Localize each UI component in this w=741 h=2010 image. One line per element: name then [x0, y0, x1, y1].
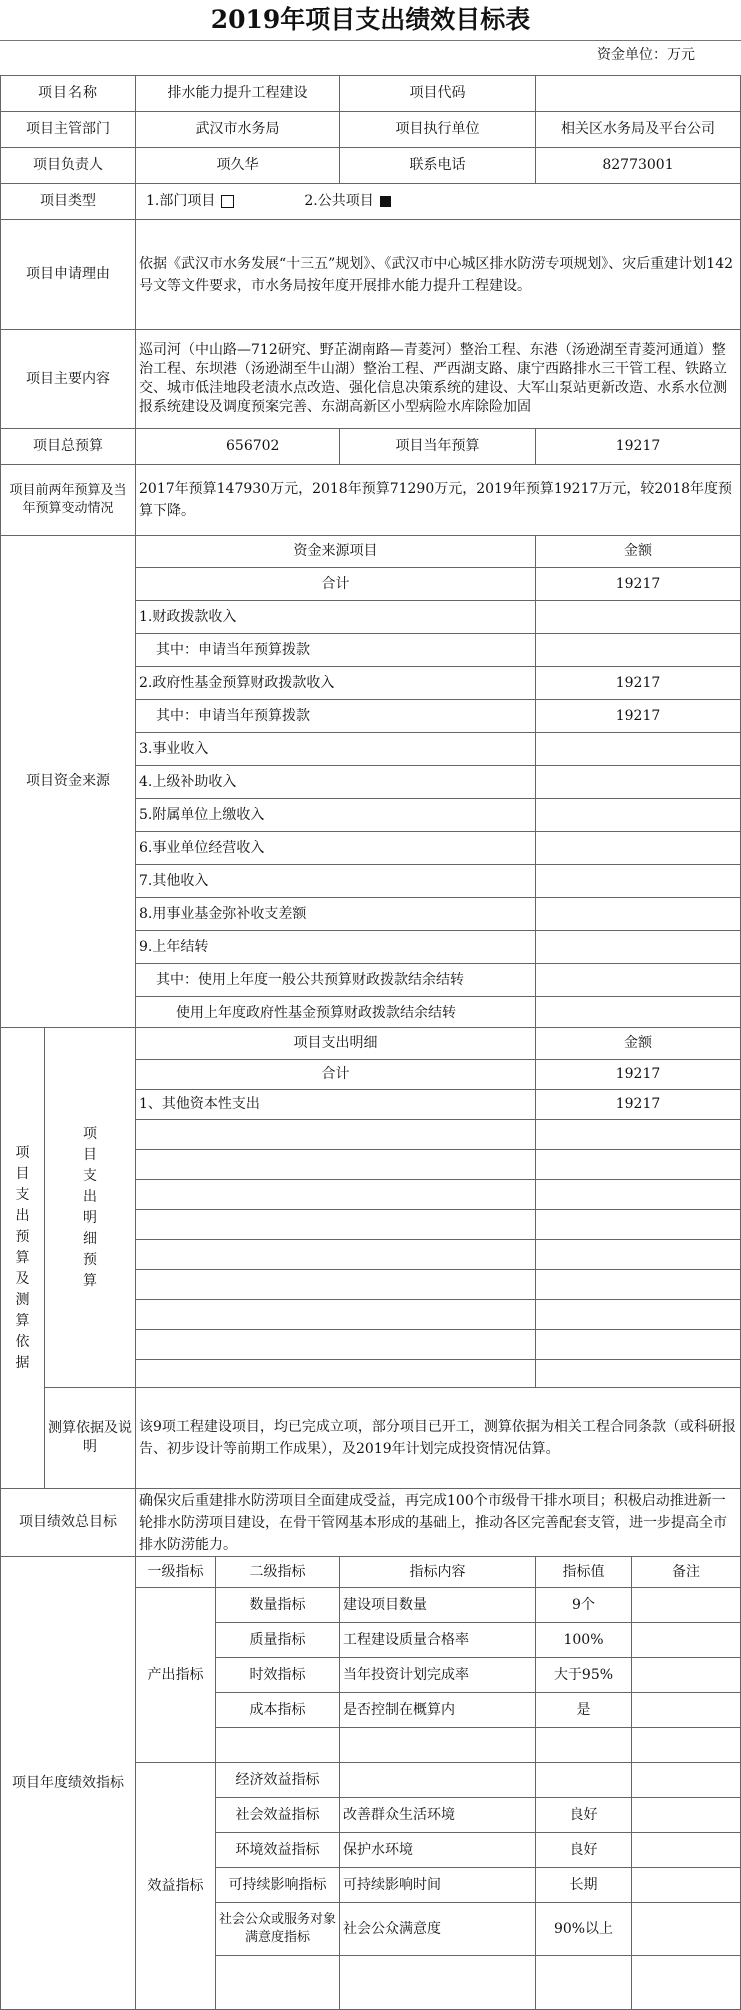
benefit-content	[339, 1762, 536, 1798]
expense-row-item: 合计	[135, 1059, 536, 1090]
output-content: 当年投资计划完成率	[339, 1657, 536, 1693]
expense-row-amount	[535, 1329, 741, 1360]
output-note	[631, 1727, 741, 1763]
expense-row-item	[135, 1359, 536, 1390]
output-l2	[215, 1727, 340, 1763]
benefit-l2: 环境效益指标	[215, 1832, 340, 1868]
funding-row-item: 8.用事业基金弥补收支差额	[135, 897, 536, 931]
funding-row-item: 其中：申请当年预算拨款	[135, 699, 536, 733]
output-value: 100%	[535, 1622, 632, 1658]
output-indicator-label: 产出指标	[135, 1587, 216, 1763]
expense-row-amount	[535, 1209, 741, 1240]
benefit-value: 长期	[535, 1867, 632, 1903]
funding-row-amount	[535, 930, 741, 964]
benefit-value: 90%以上	[535, 1902, 632, 1956]
currency-unit: 资金单位：万元	[597, 47, 695, 63]
reason-text: 依据《武汉市水务发展“十三五”规划》、《武汉市中心城区排水防涝专项规划》、灾后重建计划142号文等文件要求，市水务局按年度开展排水能力提升工程建设。	[135, 219, 741, 330]
funding-row-amount	[535, 897, 741, 931]
output-note	[631, 1587, 741, 1623]
output-l2: 成本指标	[215, 1692, 340, 1728]
content-text: 巡司河（中山路—712研究、野芷湖南路—青菱河）整治工程、东港（汤逊湖至青菱河通道）整治工程、东坝港（汤逊湖至牛山湖）整治工程、严西湖支路、康宁西路排水三干管工程、铁路立交、城市低洼地段老渍水点改造、强化信息决策系统的建设、大军山泵站更新改造、水系水位测报系统建设及调度预案完善、东湖高新区小型病险水库除险加固	[135, 329, 741, 429]
reason-label: 项目申请理由	[0, 219, 136, 330]
basis-text: 该9项工程建设项目，均已完成立项，部分项目已开工，测算依据为相关工程合同条款（或科研报告、初步设计等前期工作成果），及2019年计划完成投资情况估算。	[135, 1387, 741, 1489]
expense-row-amount	[535, 1299, 741, 1330]
output-value: 大于95%	[535, 1657, 632, 1693]
output-note	[631, 1657, 741, 1693]
benefit-l2: 可持续影响指标	[215, 1867, 340, 1903]
benefit-note	[631, 1832, 741, 1868]
perf-col-note: 备注	[631, 1556, 741, 1588]
funding-row-amount	[535, 996, 741, 1030]
benefit-content	[339, 1955, 536, 2010]
expense-row-amount	[535, 1149, 741, 1180]
perf-col-content: 指标内容	[339, 1556, 536, 1588]
expense-row-amount: 19217	[535, 1089, 741, 1120]
funding-col-item: 资金来源项目	[135, 535, 536, 568]
goal-text: 确保灾后重建排水防涝项目全面建成受益，再完成100个市级骨干排水项目；积极启动推进新一轮排水防涝项目建设，在骨干管网基本形成的基础上，推动各区完善配套支管，进一步提高全市排水防涝能力。	[135, 1488, 741, 1557]
benefit-note	[631, 1867, 741, 1903]
dept-label: 项目主管部门	[0, 111, 136, 148]
expense-outer-label-text: 项目支出预算及测算依据	[15, 1144, 30, 1371]
expense-row-item	[135, 1329, 536, 1360]
benefit-l2: 社会效益指标	[215, 1797, 340, 1833]
funding-row-amount	[535, 963, 741, 997]
expense-row-amount	[535, 1179, 741, 1210]
funding-row-amount: 19217	[535, 666, 741, 700]
budget-change-text: 2017年预算147930万元，2018年预算71290万元，2019年预算19217万元，较2018年度预算下降。	[135, 464, 741, 536]
funding-row-item: 4.上级补助收入	[135, 765, 536, 799]
type-option-dept: 1.部门项目	[146, 193, 216, 210]
funding-row-item: 5.附属单位上缴收入	[135, 798, 536, 832]
benefit-note	[631, 1955, 741, 2010]
output-note	[631, 1692, 741, 1728]
benefit-l2	[215, 1955, 340, 2010]
funding-row-amount	[535, 798, 741, 832]
phone-label: 联系电话	[339, 147, 536, 184]
perf-col-l1: 一级指标	[135, 1556, 216, 1588]
owner-value: 项久华	[135, 147, 340, 184]
expense-row-amount	[535, 1269, 741, 1300]
benefit-content: 可持续影响时间	[339, 1867, 536, 1903]
benefit-content: 保护水环境	[339, 1832, 536, 1868]
output-content	[339, 1727, 536, 1763]
expense-row-item	[135, 1119, 536, 1150]
project-name-value: 排水能力提升工程建设	[135, 75, 340, 112]
expense-row-item: 1、其他资本性支出	[135, 1089, 536, 1120]
funding-row-item: 6.事业单位经营收入	[135, 831, 536, 865]
expense-row-item	[135, 1149, 536, 1180]
goal-label: 项目绩效总目标	[0, 1488, 136, 1557]
funding-row-item: 1.财政拨款收入	[135, 600, 536, 634]
benefit-content: 改善群众生活环境	[339, 1797, 536, 1833]
expense-row-amount: 19217	[535, 1059, 741, 1090]
output-l2: 数量指标	[215, 1587, 340, 1623]
output-note	[631, 1622, 741, 1658]
benefit-content: 社会公众满意度	[339, 1902, 536, 1956]
benefit-value: 良好	[535, 1797, 632, 1833]
funding-col-amount: 金额	[535, 535, 741, 568]
project-code-label: 项目代码	[339, 75, 536, 112]
checked-box-icon	[380, 196, 391, 207]
expense-outer-label	[0, 1027, 45, 1489]
expense-row-item	[135, 1179, 536, 1210]
funding-row-item: 使用上年度政府性基金预算财政拨款结余结转	[135, 996, 536, 1030]
funding-row-amount: 19217	[535, 567, 741, 601]
current-budget-value: 19217	[535, 428, 741, 465]
output-content: 是否控制在概算内	[339, 1692, 536, 1728]
benefit-note	[631, 1762, 741, 1798]
owner-label: 项目负责人	[0, 147, 136, 184]
type-label: 项目类型	[0, 183, 136, 220]
project-name-label: 项目名称	[0, 75, 136, 112]
expense-row-item	[135, 1239, 536, 1270]
perf-col-l2: 二级指标	[215, 1556, 340, 1588]
funding-row-amount: 19217	[535, 699, 741, 733]
type-options	[135, 183, 741, 220]
benefit-value	[535, 1955, 632, 2010]
funding-row-item: 其中：申请当年预算拨款	[135, 633, 536, 667]
funding-row-item: 3.事业收入	[135, 732, 536, 766]
perf-col-value: 指标值	[535, 1556, 632, 1588]
funding-row-amount	[535, 765, 741, 799]
current-budget-label: 项目当年预算	[339, 428, 536, 465]
expense-col-item: 项目支出明细	[135, 1027, 536, 1060]
expense-row-amount	[535, 1359, 741, 1390]
unchecked-box-icon	[221, 195, 234, 208]
output-l2: 时效指标	[215, 1657, 340, 1693]
dept-value: 武汉市水务局	[135, 111, 340, 148]
type-option-public: 2.公共项目	[304, 193, 374, 210]
total-budget-value: 656702	[135, 428, 340, 465]
expense-row-amount	[535, 1119, 741, 1150]
funding-row-item: 7.其他收入	[135, 864, 536, 898]
output-value	[535, 1727, 632, 1763]
benefit-l2: 社会公众或服务对象满意度指标	[215, 1902, 340, 1956]
benefit-value	[535, 1762, 632, 1798]
benefit-value: 良好	[535, 1832, 632, 1868]
funding-row-amount	[535, 864, 741, 898]
expense-row-item	[135, 1299, 536, 1330]
output-l2: 质量指标	[215, 1622, 340, 1658]
funding-row-item: 合计	[135, 567, 536, 601]
funding-row-item: 9.上年结转	[135, 930, 536, 964]
benefit-l2: 经济效益指标	[215, 1762, 340, 1798]
expense-inner-label	[44, 1027, 136, 1388]
expense-inner-label-text: 项目支出明细预算	[83, 1125, 97, 1289]
funding-row-amount	[535, 732, 741, 766]
project-code-value	[535, 75, 741, 112]
expense-row-amount	[535, 1239, 741, 1270]
perf-label: 项目年度绩效指标	[0, 1556, 136, 2010]
exec-unit-label: 项目执行单位	[339, 111, 536, 148]
phone-value: 82773001	[535, 147, 741, 184]
budget-change-label: 项目前两年预算及当年预算变动情况	[0, 464, 136, 536]
content-label: 项目主要内容	[0, 329, 136, 429]
output-content: 建设项目数量	[339, 1587, 536, 1623]
page-title: 2019年项目支出绩效目标表	[0, 0, 741, 41]
total-budget-label: 项目总预算	[0, 428, 136, 465]
funding-row-amount	[535, 633, 741, 667]
expense-col-amount: 金额	[535, 1027, 741, 1060]
output-content: 工程建设质量合格率	[339, 1622, 536, 1658]
funding-row-amount	[535, 831, 741, 865]
funding-row-amount	[535, 600, 741, 634]
benefit-note	[631, 1797, 741, 1833]
expense-row-item	[135, 1209, 536, 1240]
funding-row-item: 2.政府性基金预算财政拨款收入	[135, 666, 536, 700]
output-value: 9个	[535, 1587, 632, 1623]
funding-label: 项目资金来源	[0, 535, 136, 1028]
expense-row-item	[135, 1269, 536, 1300]
basis-label: 测算依据及说明	[44, 1387, 136, 1489]
output-value: 是	[535, 1692, 632, 1728]
funding-row-item: 其中：使用上年度一般公共预算财政拨款结余结转	[135, 963, 536, 997]
benefit-indicator-label: 效益指标	[135, 1762, 216, 2010]
exec-unit-value: 相关区水务局及平台公司	[535, 111, 741, 148]
benefit-note	[631, 1902, 741, 1956]
